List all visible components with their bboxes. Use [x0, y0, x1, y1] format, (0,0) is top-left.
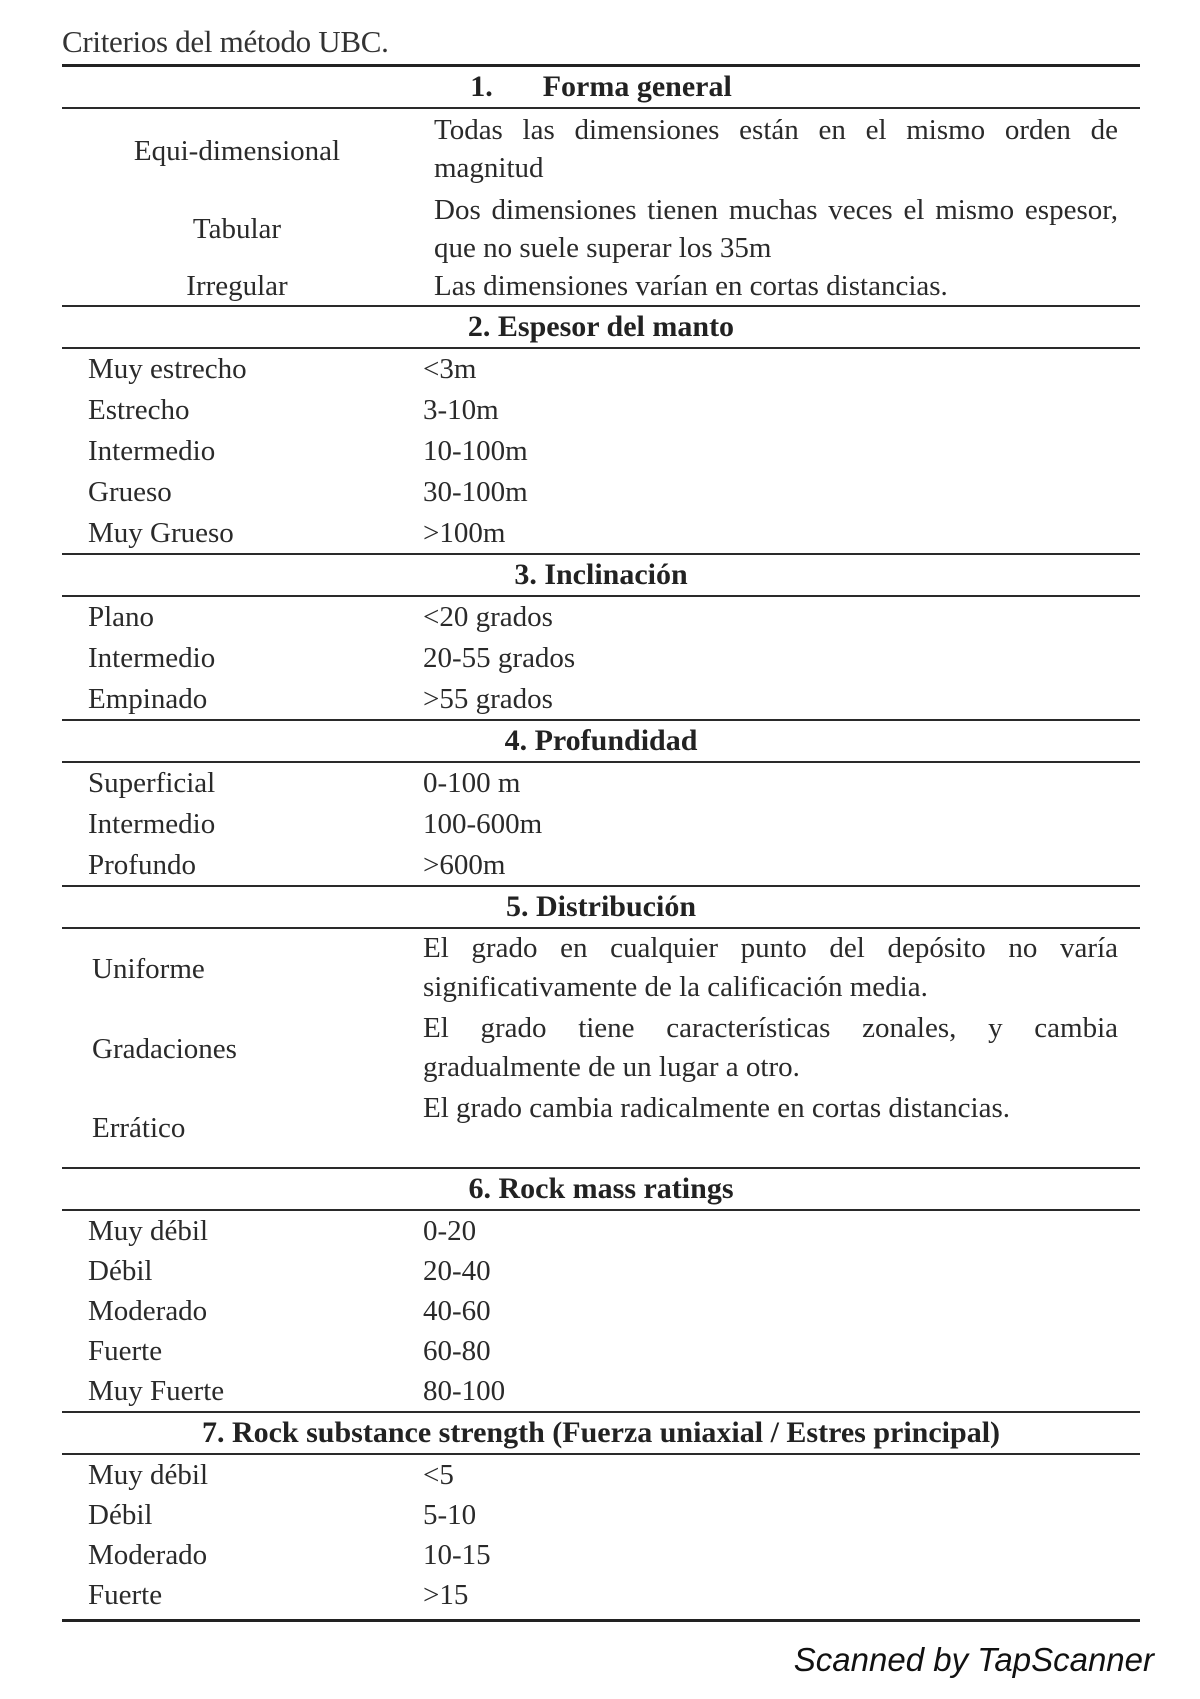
- row-label: Muy Grueso: [88, 517, 234, 549]
- section-body-rock-substance-strength: [62, 1455, 1140, 1615]
- table-row: [62, 1009, 1140, 1089]
- scanner-watermark: Scanned by TapScanner: [793, 1641, 1154, 1678]
- section-heading-rock-substance-strength: 7. Rock substance strength (Fuerza uniaxial / Estres principal): [201, 1416, 1001, 1449]
- table-row: [62, 929, 1140, 1009]
- table-row: [62, 1495, 1140, 1535]
- table-row: [62, 1251, 1140, 1291]
- row-value: 0-100 m: [423, 767, 521, 799]
- row-value: Todas las dimensiones están en el mismo orden de magnitud: [434, 114, 1118, 184]
- table-row: [62, 1291, 1140, 1331]
- row-value: 0-20: [423, 1215, 477, 1247]
- ubc-criteria-table: [62, 64, 1140, 1622]
- table-row: [62, 1371, 1140, 1411]
- table-row: [62, 1455, 1140, 1495]
- table-caption: Criterios del método UBC.: [62, 24, 389, 59]
- row-value: Las dimensiones varían en cortas distancias.: [434, 270, 948, 302]
- row-label: Moderado: [88, 1295, 208, 1327]
- row-label: Empinado: [88, 683, 208, 715]
- section-number: 1.: [470, 70, 493, 103]
- row-value: 40-60: [423, 1295, 491, 1327]
- row-value: <20 grados: [423, 601, 553, 633]
- row-value: 20-40: [423, 1255, 491, 1287]
- row-label: Equi-dimensional: [133, 135, 341, 167]
- section-heading-inclinacion: 3. Inclinación: [514, 558, 688, 591]
- section-body-espesor: [62, 349, 1140, 553]
- table-row: [62, 679, 1140, 719]
- row-value: >55 grados: [423, 683, 553, 715]
- row-label: Muy débil: [88, 1459, 209, 1491]
- table-row: [62, 513, 1140, 553]
- row-value: Dos dimensiones tienen muchas veces el mismo espesor, que no suele superar los 35m: [434, 194, 1118, 264]
- table-row: [62, 191, 1140, 267]
- row-value: >100m: [423, 517, 506, 549]
- table-row: [62, 1089, 1140, 1167]
- section-heading-rock-mass-ratings: 6. Rock mass ratings: [468, 1172, 734, 1205]
- row-label: Superficial: [88, 767, 216, 799]
- row-label: Grueso: [88, 476, 172, 508]
- row-value: 3-10m: [423, 394, 499, 426]
- row-label: Estrecho: [88, 394, 190, 426]
- row-label: Moderado: [88, 1539, 208, 1571]
- section-heading-forma-general: [62, 67, 1140, 107]
- table-row: [62, 390, 1140, 431]
- table-row: [62, 431, 1140, 472]
- row-value: 10-100m: [423, 435, 528, 467]
- section-title: Forma general: [542, 70, 732, 103]
- row-label: Plano: [88, 601, 155, 633]
- row-label: Uniforme: [92, 952, 205, 985]
- row-value: El grado cambia radicalmente en cortas distancias.: [423, 1092, 1010, 1124]
- row-label: Fuerte: [88, 1579, 163, 1611]
- table-row: [62, 472, 1140, 513]
- row-label: Tabular: [192, 213, 282, 245]
- row-value: 100-600m: [423, 808, 543, 840]
- row-label: Débil: [88, 1255, 153, 1287]
- row-label: Irregular: [186, 270, 288, 302]
- row-label: Muy débil: [88, 1215, 209, 1247]
- row-label: Muy Fuerte: [88, 1375, 225, 1407]
- table-row: [62, 349, 1140, 390]
- row-value: >600m: [423, 849, 506, 881]
- table-row: [62, 845, 1140, 885]
- section-body-profundidad: [62, 763, 1140, 885]
- row-value: <5: [423, 1459, 454, 1491]
- section-body-rock-mass-ratings: [62, 1211, 1140, 1411]
- row-label: Intermedio: [88, 808, 216, 840]
- table-row: [62, 763, 1140, 804]
- row-value: >15: [423, 1579, 469, 1611]
- row-label: Fuerte: [88, 1335, 163, 1367]
- row-label: Gradaciones: [92, 1032, 237, 1065]
- row-value: 5-10: [423, 1499, 477, 1531]
- table-row: [62, 597, 1140, 638]
- row-value: 20-55 grados: [423, 642, 576, 674]
- table-row: [62, 1575, 1140, 1615]
- row-value: 30-100m: [423, 476, 528, 508]
- table-row: [62, 1331, 1140, 1371]
- section-heading-espesor: 2. Espesor del manto: [467, 310, 735, 343]
- row-label: Intermedio: [88, 435, 216, 467]
- table-row: [62, 267, 1140, 305]
- section-body-inclinacion: [62, 597, 1140, 719]
- table-row: [62, 1535, 1140, 1575]
- section-heading-distribucion: 5. Distribución: [505, 890, 697, 923]
- section-body-distribucion: [62, 929, 1140, 1167]
- row-value: 80-100: [423, 1375, 506, 1407]
- table-row: [62, 109, 1140, 191]
- section-heading-profundidad: 4. Profundidad: [504, 724, 698, 757]
- row-value: <3m: [423, 353, 477, 385]
- row-value: El grado tiene características zonales, y cambia gradualmente de un lugar a otro.: [423, 1012, 1118, 1083]
- row-value: El grado en cualquier punto del depósito no varía significativamente de la calificación media.: [423, 932, 1118, 1003]
- section-body-forma-general: [62, 109, 1140, 305]
- row-value: 10-15: [423, 1539, 491, 1571]
- row-label: Errático: [92, 1112, 186, 1144]
- row-label: Muy estrecho: [88, 353, 247, 385]
- table-row: [62, 638, 1140, 679]
- table-row: [62, 1211, 1140, 1251]
- row-label: Intermedio: [88, 642, 216, 674]
- row-label: Débil: [88, 1499, 153, 1531]
- table-row: [62, 804, 1140, 845]
- row-label: Profundo: [88, 849, 196, 881]
- row-value: 60-80: [423, 1335, 491, 1367]
- bottom-rule: [62, 1619, 1140, 1622]
